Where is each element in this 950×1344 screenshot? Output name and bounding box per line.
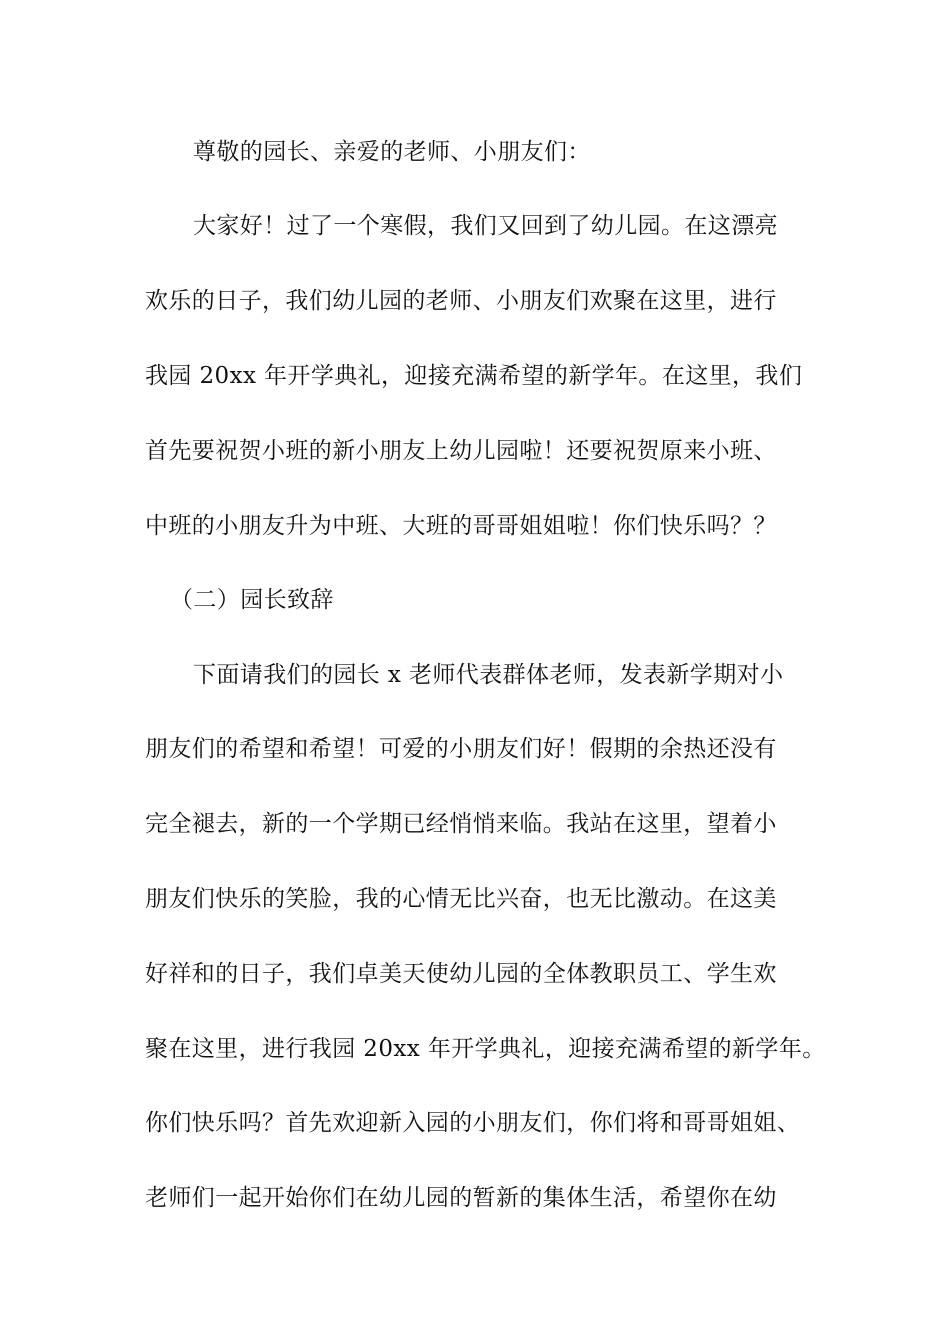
salutation: 尊敬的园长、亲爱的老师、小朋友们： <box>193 139 591 165</box>
paragraph-line: 你们快乐吗？首先欢迎新入园的小朋友们，你们将和哥哥姐姐、 <box>145 1110 801 1136</box>
paragraph-line: 下面请我们的园长 x 老师代表群体老师，发表新学期对小 <box>193 662 784 688</box>
paragraph-line: 老师们一起开始你们在幼儿园的暂新的集体生活，希望你在幼 <box>145 1185 777 1211</box>
paragraph-line: 聚在这里，进行我园 20xx 年开学典礼，迎接充满希望的新学年。 <box>145 1036 826 1062</box>
paragraph-line: 朋友们的希望和希望！可爱的小朋友们好！假期的余热还没有 <box>145 736 777 762</box>
paragraph-line: 朋友们快乐的笑脸，我的心情无比兴奋，也无比激动。在这美 <box>145 886 777 912</box>
section-heading: （二）园长致辞 <box>170 587 334 613</box>
paragraph-line: 我园 20xx 年开学典礼，迎接充满希望的新学年。在这里，我们 <box>145 363 803 389</box>
paragraph-line: 好祥和的日子，我们卓美天使幼儿园的全体教职员工、学生欢 <box>145 961 777 987</box>
paragraph-line: 欢乐的日子，我们幼儿园的老师、小朋友们欢聚在这里，进行 <box>145 288 777 314</box>
paragraph-line: 首先要祝贺小班的新小朋友上幼儿园啦！还要祝贺原来小班、 <box>145 438 777 464</box>
paragraph-line: 中班的小朋友升为中班、大班的哥哥姐姐啦！你们快乐吗？？ <box>145 513 777 539</box>
paragraph-line: 完全褪去，新的一个学期已经悄悄来临。我站在这里，望着小 <box>145 811 777 837</box>
paragraph-line: 大家好！过了一个寒假，我们又回到了幼儿园。在这漂亮 <box>193 213 778 239</box>
